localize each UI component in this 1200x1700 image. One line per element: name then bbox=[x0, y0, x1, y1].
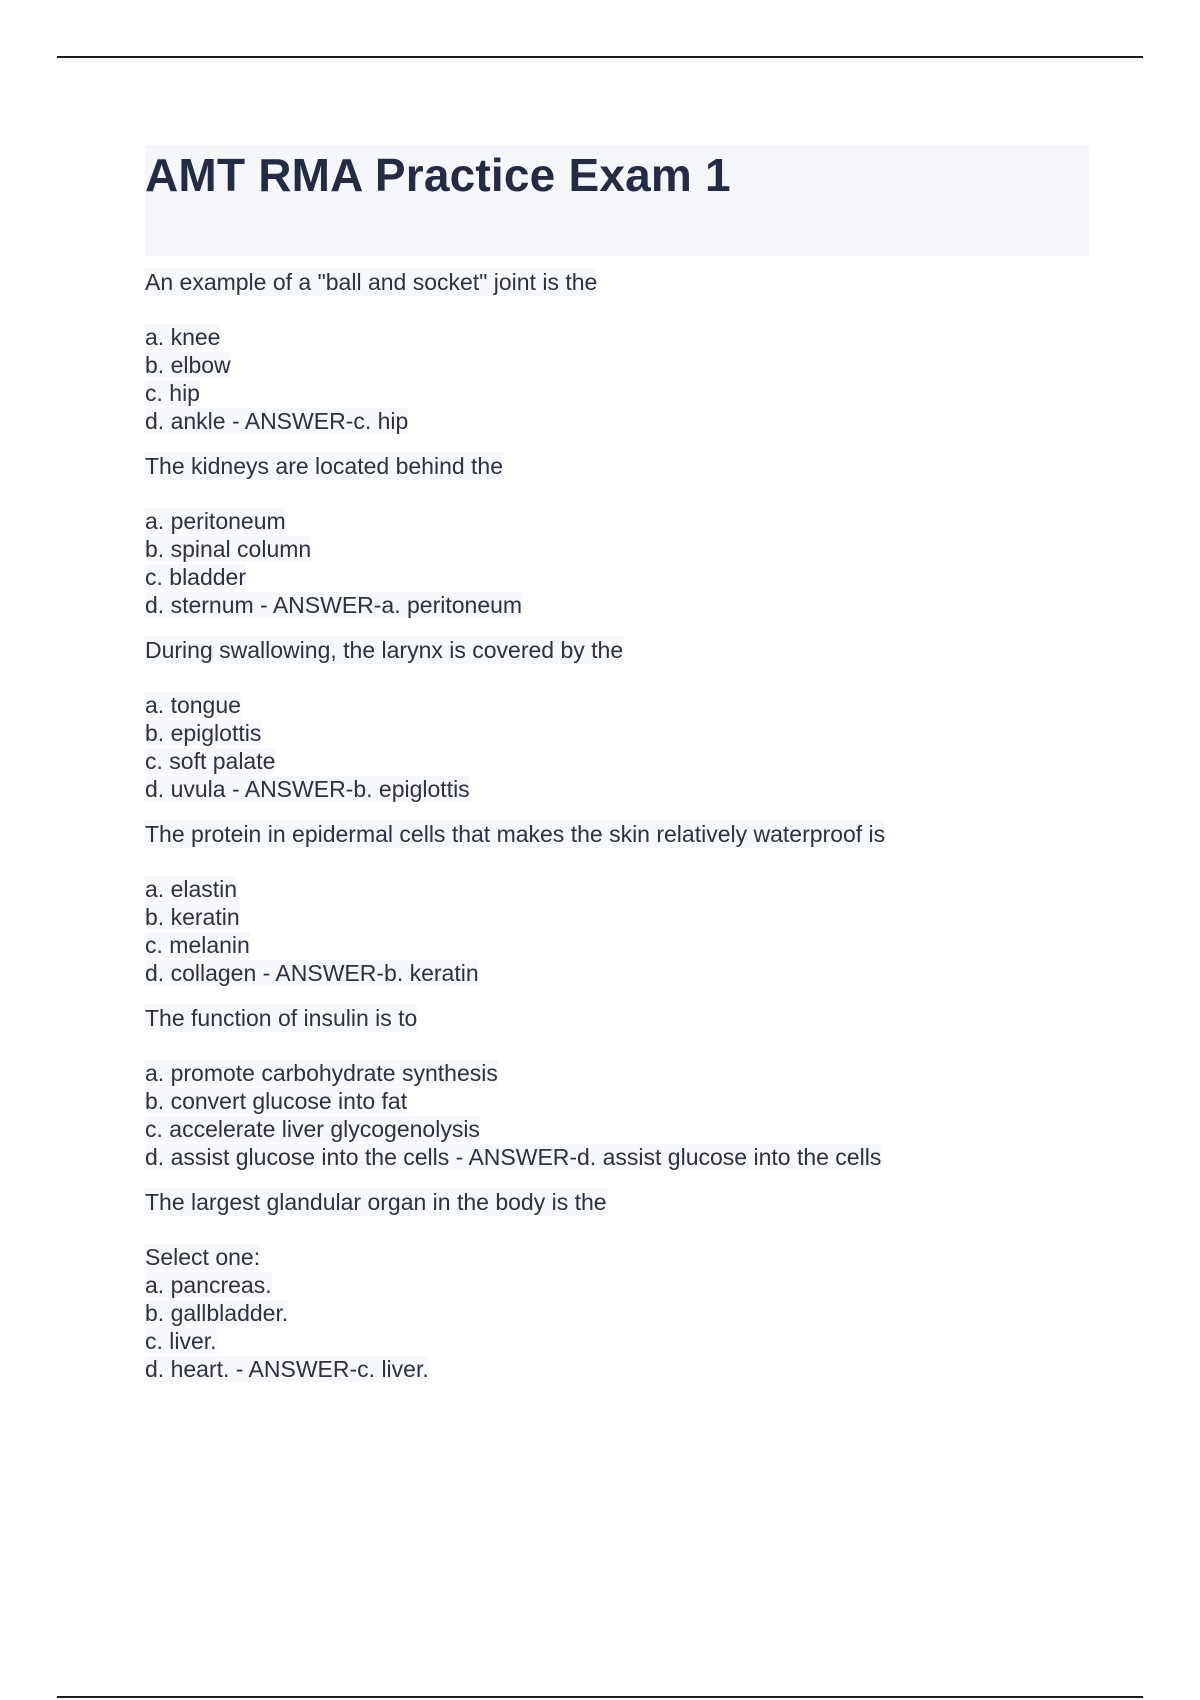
answer-options bbox=[145, 875, 1089, 987]
option-line bbox=[145, 591, 1089, 619]
answer-options bbox=[145, 1059, 1089, 1171]
option-text: b. elbow bbox=[145, 352, 231, 378]
answer-options bbox=[145, 691, 1089, 803]
option-line bbox=[145, 719, 1089, 747]
option-line bbox=[145, 903, 1089, 931]
option-text: d. assist glucose into the cells - ANSWER-d. assist glucose into the cells bbox=[145, 1144, 882, 1170]
option-line bbox=[145, 931, 1089, 959]
option-line bbox=[145, 1355, 1089, 1383]
document-body bbox=[145, 145, 1089, 1383]
option-text: a. peritoneum bbox=[145, 508, 286, 534]
option-line bbox=[145, 1059, 1089, 1087]
option-line bbox=[145, 1143, 1089, 1171]
question-block bbox=[145, 1171, 1089, 1383]
option-text: a. knee bbox=[145, 324, 221, 350]
option-text: b. epiglottis bbox=[145, 720, 262, 746]
question-block bbox=[145, 987, 1089, 1171]
option-line bbox=[145, 875, 1089, 903]
question-text: During swallowing, the larynx is covered by the bbox=[145, 637, 624, 663]
option-text: d. sternum - ANSWER-a. peritoneum bbox=[145, 592, 523, 618]
option-line bbox=[145, 1327, 1089, 1355]
option-text: b. gallbladder. bbox=[145, 1300, 289, 1326]
question-block bbox=[145, 268, 1089, 435]
option-line bbox=[145, 507, 1089, 535]
question-block bbox=[145, 803, 1089, 987]
question-text: The protein in epidermal cells that makes the skin relatively waterproof is bbox=[145, 821, 886, 847]
option-text: a. pancreas. bbox=[145, 1272, 272, 1298]
option-text: a. promote carbohydrate synthesis bbox=[145, 1060, 498, 1086]
title-block bbox=[145, 145, 1089, 256]
question-text: An example of a "ball and socket" joint is the bbox=[145, 269, 598, 295]
option-line bbox=[145, 351, 1089, 379]
option-line bbox=[145, 1115, 1089, 1143]
option-line bbox=[145, 1299, 1089, 1327]
option-line bbox=[145, 563, 1089, 591]
option-text: b. spinal column bbox=[145, 536, 312, 562]
option-text: d. ankle - ANSWER-c. hip bbox=[145, 408, 409, 434]
option-text: Select one: bbox=[145, 1244, 261, 1270]
option-text: c. liver. bbox=[145, 1328, 217, 1354]
option-text: a. tongue bbox=[145, 692, 241, 718]
option-line bbox=[145, 1271, 1089, 1299]
question-block bbox=[145, 619, 1089, 803]
answer-options bbox=[145, 323, 1089, 435]
question-text: The function of insulin is to bbox=[145, 1005, 418, 1031]
bottom-rule bbox=[57, 1696, 1143, 1698]
answer-options bbox=[145, 507, 1089, 619]
option-text: c. bladder bbox=[145, 564, 247, 590]
option-line bbox=[145, 959, 1089, 987]
option-line bbox=[145, 379, 1089, 407]
option-text: d. uvula - ANSWER-b. epiglottis bbox=[145, 776, 470, 802]
option-text: d. collagen - ANSWER-b. keratin bbox=[145, 960, 479, 986]
option-line bbox=[145, 1087, 1089, 1115]
question-text: The kidneys are located behind the bbox=[145, 453, 504, 479]
option-line bbox=[145, 407, 1089, 435]
option-text: d. heart. - ANSWER-c. liver. bbox=[145, 1356, 429, 1382]
option-text: c. soft palate bbox=[145, 748, 276, 774]
answer-options bbox=[145, 1243, 1089, 1383]
option-text: c. accelerate liver glycogenolysis bbox=[145, 1116, 480, 1142]
option-text: c. hip bbox=[145, 380, 200, 406]
question-list bbox=[145, 268, 1089, 1383]
option-line bbox=[145, 323, 1089, 351]
option-text: b. convert glucose into fat bbox=[145, 1088, 408, 1114]
option-line bbox=[145, 691, 1089, 719]
option-text: b. keratin bbox=[145, 904, 240, 930]
option-text: c. melanin bbox=[145, 932, 250, 958]
option-line bbox=[145, 747, 1089, 775]
option-line bbox=[145, 535, 1089, 563]
option-text: a. elastin bbox=[145, 876, 238, 902]
top-rule bbox=[57, 56, 1143, 58]
option-line bbox=[145, 1243, 1089, 1271]
question-text: The largest glandular organ in the body is the bbox=[145, 1189, 607, 1215]
document-title: AMT RMA Practice Exam 1 bbox=[145, 149, 731, 201]
option-line bbox=[145, 775, 1089, 803]
question-block bbox=[145, 435, 1089, 619]
